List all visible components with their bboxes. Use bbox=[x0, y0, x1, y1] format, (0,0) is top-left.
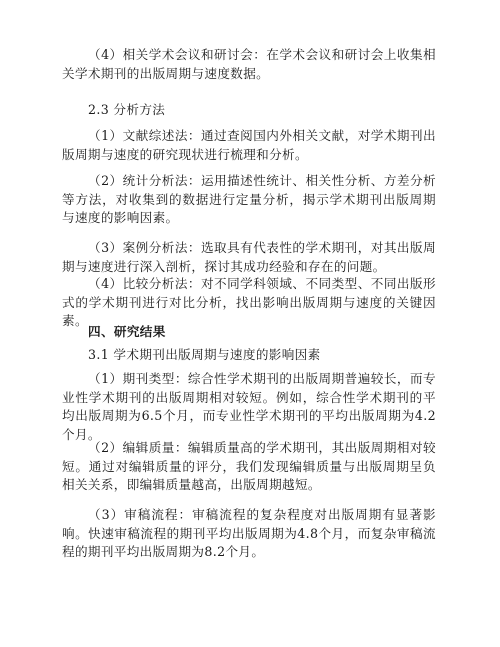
section-heading-2-3: 2.3 分析方法 bbox=[88, 102, 166, 117]
paragraph-literature-review: （1）文献综述法：通过查阅国内外相关文献，对学术期刊出版周期与速度的研究现状进行梳理和分析。 bbox=[62, 128, 436, 162]
section-heading-results: 四、研究结果 bbox=[88, 324, 166, 339]
paragraph-case-analysis: （3）案例分析法：选取具有代表性的学术期刊，对其出版周期与速度进行深入剖析，探讨其成功经验和存在的问题。 bbox=[62, 240, 436, 274]
paragraph-review-process: （3）审稿流程：审稿流程的复杂程度对出版周期有显著影响。快速审稿流程的期刊平均出版周期为4.8个月，而复杂审稿流程的期刊平均出版周期为8.2个月。 bbox=[62, 507, 436, 559]
paragraph-conference-data: （4）相关学术会议和研讨会：在学术会议和研讨会上收集相关学术期刊的出版周期与速度数据。 bbox=[62, 47, 436, 81]
paragraph-comparative-analysis: （4）比较分析法：对不同学科领域、不同类型、不同出版形式的学术期刊进行对比分析，找出影响出版周期与速度的关键因素。 bbox=[62, 276, 436, 328]
paragraph-statistical-analysis: （2）统计分析法：运用描述性统计、相关性分析、方差分析等方法，对收集到的数据进行定量分析，揭示学术期刊出版周期与速度的影响因素。 bbox=[62, 173, 436, 225]
paragraph-journal-type: （1）期刊类型：综合性学术期刊的出版周期普遍较长，而专业性学术期刊的出版周期相对较短。例如，综合性学术期刊的平均出版周期为6.5个月，而专业性学术期刊的平均出版周期为4.2个月。 bbox=[62, 371, 436, 442]
section-heading-3-1: 3.1 学术期刊出版周期与速度的影响因素 bbox=[88, 347, 321, 362]
paragraph-editing-quality: （2）编辑质量：编辑质量高的学术期刊，其出版周期相对较短。通过对编辑质量的评分，我们发现编辑质量与出版周期呈负相关关系，即编辑质量越高，出版周期越短。 bbox=[62, 440, 436, 492]
